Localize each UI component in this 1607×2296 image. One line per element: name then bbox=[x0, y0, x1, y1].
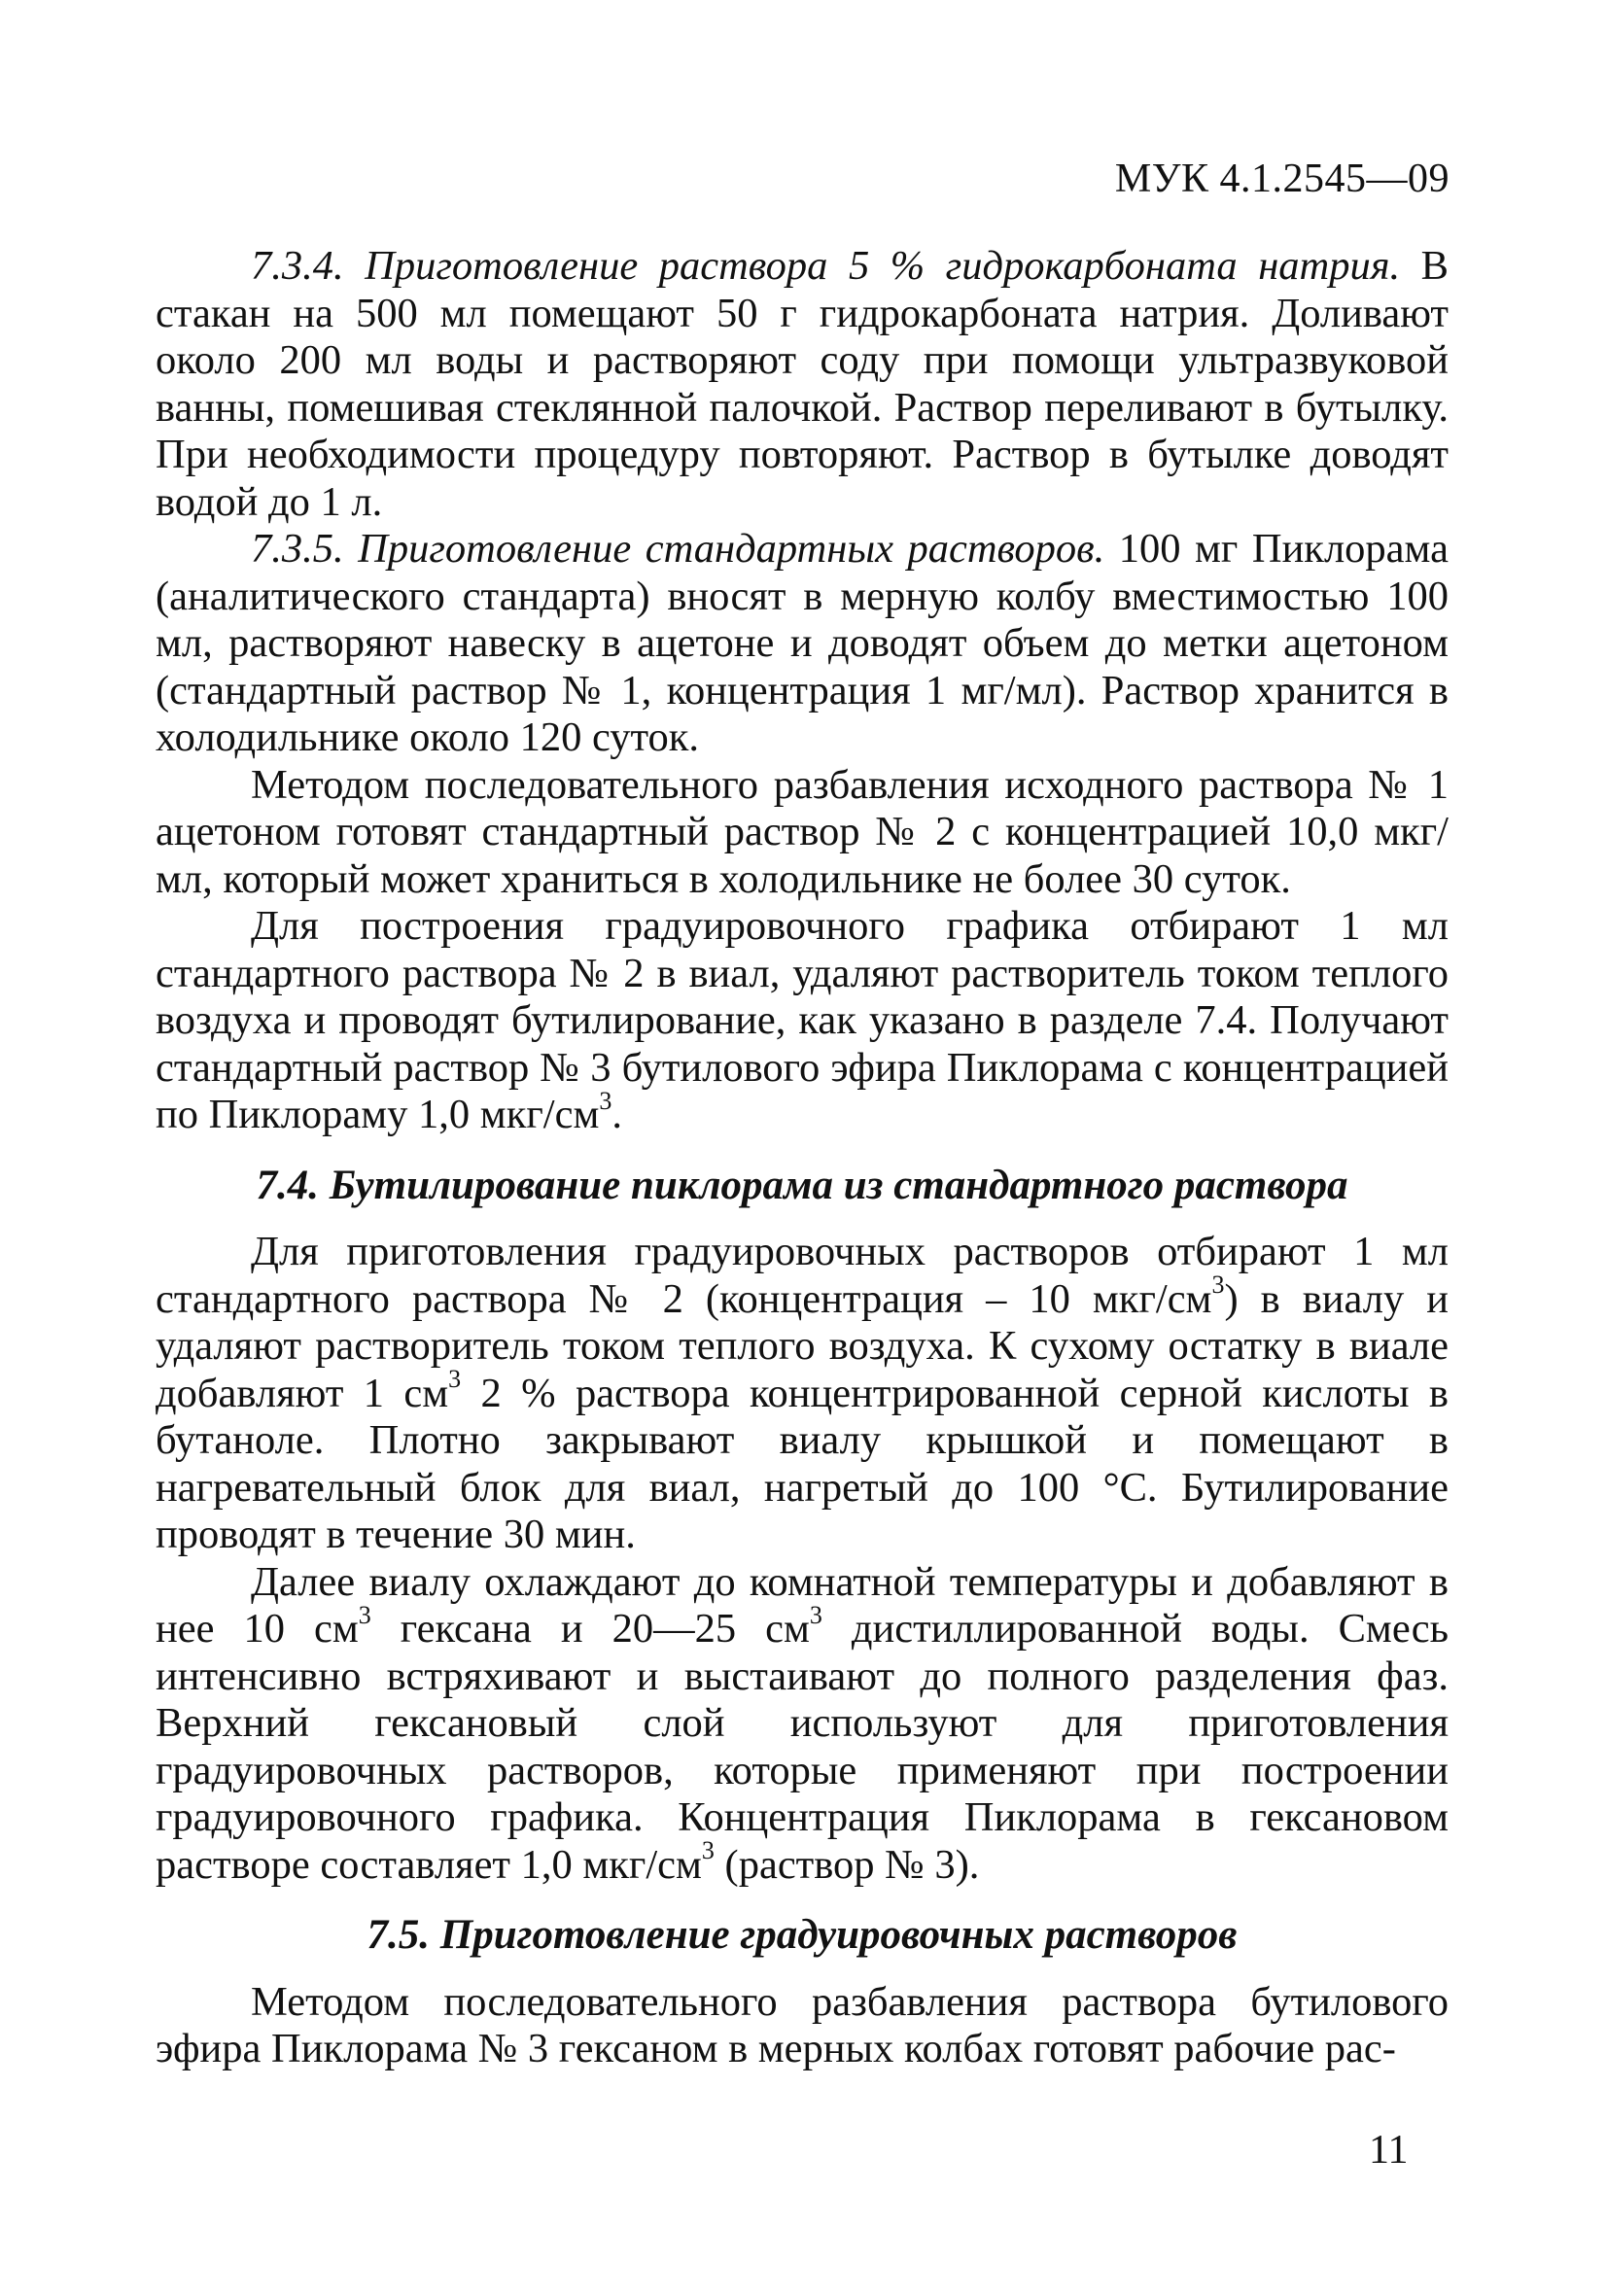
paragraph-text: (раствор № 3). bbox=[714, 1841, 980, 1888]
superscript: 3 bbox=[358, 1600, 371, 1629]
paragraph-text: 100 мг Пиклорама (аналитического стандарта) вносят в мерную колбу вместимостью 100 мл, растворяют навеску в ацетоне и доводят объем до метки ацетоном (стандартный раствор № 1, концентрация 1 мг/мл). Раствор хранится в холодильнике около 120 суток. bbox=[156, 526, 1449, 760]
paragraph-text: В стакан на 500 мл помещают 50 г гидрокарбоната натрия. Доливают около 200 мл воды и растворяют соду при помощи ультразвуковой ванны, помешивая стеклянной палочкой. Раствор переливают в бутылку. При необходимости процедуру повторяют. Раствор в бутылке доводят водой до 1 л. bbox=[156, 243, 1449, 525]
superscript: 3 bbox=[701, 1836, 715, 1865]
page-number: 11 bbox=[1369, 2128, 1409, 2173]
paragraph-text: ) в виалу и удаляют растворитель током теплого воздуха. К сухому остатку в виале добавляют 1 см bbox=[156, 1275, 1449, 1416]
paragraph-text: . bbox=[611, 1092, 622, 1137]
paragraph-text: гексана и 20—25 см bbox=[370, 1606, 810, 1652]
paragraph-text: дистиллированной воды. Смесь интенсивно встряхивают и выстаивают до полного разделения фаз. Верхний гексановый слой используют для приготовления градуировочных растворов, которые применяют при построении градуировочного графика. Концентрация Пиклорама в гексановом растворе составляет 1,0 мкг/см bbox=[156, 1606, 1449, 1888]
paragraph-dilution: Методом последовательного разбавления исходного раствора № 1 ацетоном готовят стандартный раствор № 2 с концентрацией 10,0 мкг/мл, который может храниться в холодильнике не более 30 суток. bbox=[156, 761, 1449, 902]
paragraph-text: Для приготовления градуировочных растворов отбирают 1 мл стандартного раствора № 2 (концентрация – 10 мкг/см bbox=[156, 1229, 1449, 1322]
paragraph-text: Далее виалу охлаждают до комнатной температуры и добавляют в нее 10 см bbox=[156, 1558, 1449, 1652]
paragraph-text: Для построения градуировочного графика отбирают 1 мл стандартного раствора № 2 в виал, удаляют растворитель током теплого воздуха и проводят бутилирование, как указано в разделе 7.4. Получают стандартный раствор № 3 бутилового эфира Пиклорама с концентрацией по Пиклораму 1,0 мкг/см bbox=[156, 903, 1449, 1137]
paragraph-7-3-4 bbox=[156, 243, 1449, 526]
paragraph-7-4-extraction bbox=[156, 1559, 1449, 1890]
paragraph-7-5: Методом последовательного разбавления раствора бутилового эфира Пиклорама № 3 гексаном в мерных колбах готовят рабочие рас- bbox=[156, 1978, 1449, 2071]
superscript: 3 bbox=[809, 1600, 822, 1629]
document-code-header: МУК 4.1.2545—09 bbox=[1114, 157, 1450, 201]
paragraph-7-3-5 bbox=[156, 526, 1449, 762]
paragraph-calibration bbox=[156, 903, 1449, 1139]
paragraph-7-4-butylation bbox=[156, 1229, 1449, 1559]
section-heading-7-4: 7.4. Бутилирование пиклорама из стандартного раствора bbox=[256, 1162, 1348, 1208]
paragraph-lead: 7.3.5. Приготовление стандартных растворов. bbox=[251, 526, 1105, 572]
section-heading-7-5: 7.5. Приготовление градуировочных растворов bbox=[367, 1912, 1238, 1958]
superscript: 3 bbox=[1211, 1270, 1225, 1300]
paragraph-text: 2 % раствора концентрированной серной кислоты в бутаноле. Плотно закрывают виалу крышкой и помещают в нагревательный блок для виал, нагретый до 100 °С. Бутилирование проводят в течение 30 мин. bbox=[156, 1370, 1449, 1557]
document-body bbox=[156, 243, 1449, 2073]
superscript: 3 bbox=[599, 1086, 612, 1115]
superscript: 3 bbox=[448, 1365, 462, 1394]
paragraph-lead: 7.3.4. Приготовление раствора 5 % гидрокарбоната натрия. bbox=[251, 243, 1401, 289]
